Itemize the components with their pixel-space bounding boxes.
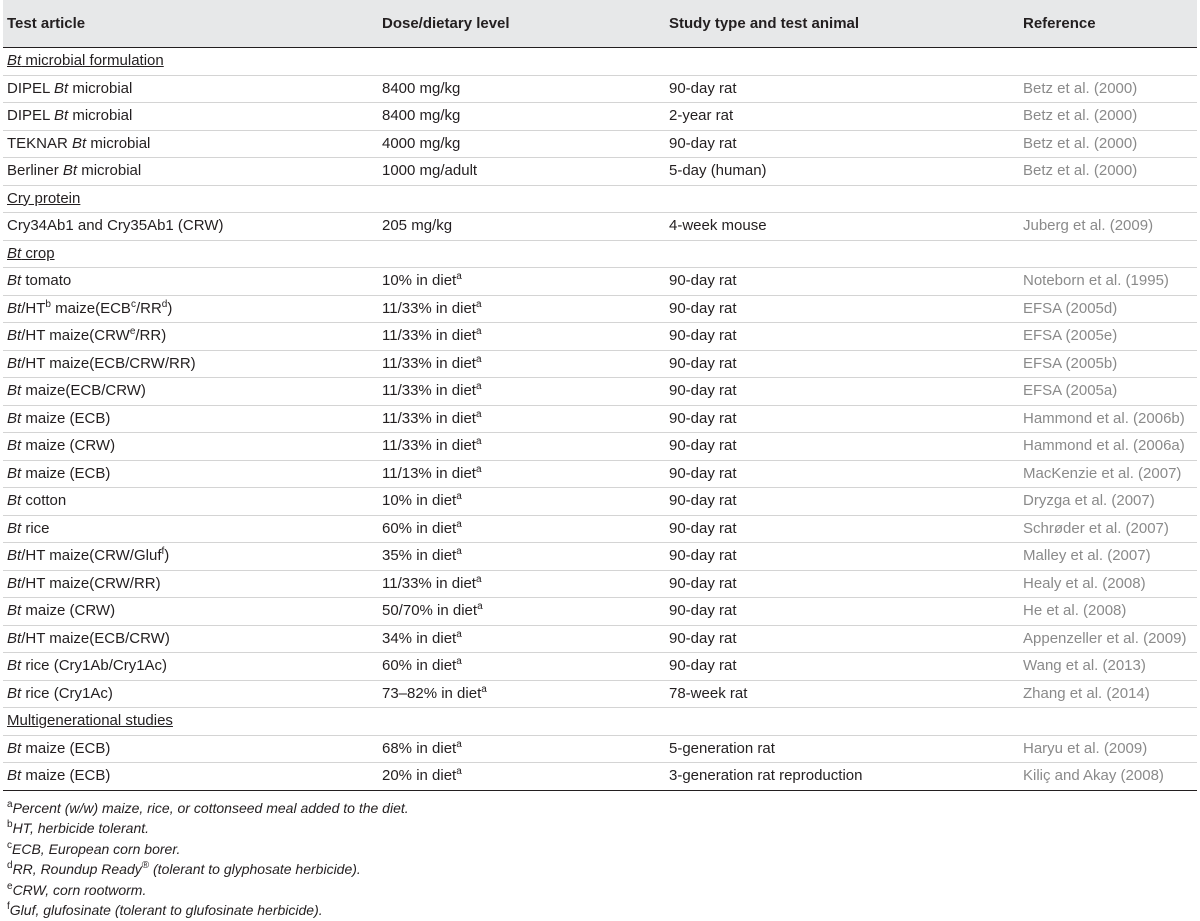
text-segment: tomato (21, 272, 72, 290)
cell-study-type: 90-day rat (665, 598, 1019, 626)
italic-text: Bt (7, 684, 22, 702)
table-row (3, 158, 1197, 186)
table-row (3, 515, 1197, 543)
text-segment: Percent (w/w) maize, rice, or cottonseed meal added to the diet. (12, 799, 409, 816)
text-segment: Cry34Ab1 and Cry35Ab1 (CRW) (7, 217, 224, 235)
cell-test-article (3, 103, 378, 131)
italic-text: Bt (7, 382, 22, 400)
text-segment: /RR) (135, 327, 167, 345)
cell-test-article (3, 543, 378, 571)
footnote-marker: e (7, 880, 13, 892)
cell-test-article (3, 598, 378, 626)
cell-test-article (3, 268, 378, 296)
text-segment: maize (CRW) (21, 437, 116, 455)
cell-test-article (3, 653, 378, 681)
footnote-marker: e (129, 326, 136, 338)
text-segment: RR, Roundup Ready (12, 861, 142, 877)
cell-test-article (3, 130, 378, 158)
section-row (3, 185, 1197, 213)
section-heading (3, 48, 1197, 76)
text-segment: 35% in diet (382, 547, 457, 565)
text-segment: 11/33% in diet (382, 382, 476, 400)
cell-study-type: 90-day rat (665, 625, 1019, 653)
footnote-marker: b (7, 819, 13, 830)
text-segment: maize (CRW) (21, 602, 116, 620)
footnote (7, 880, 1200, 901)
cell-study-type: 90-day rat (665, 350, 1019, 378)
text-segment: 11/33% in diet (382, 354, 476, 372)
text-segment: 20% in diet (382, 767, 457, 785)
table-row (3, 350, 1197, 378)
cell-study-type: 90-day rat (665, 433, 1019, 461)
text-segment: 73–82% in diet (382, 684, 482, 702)
table-row (3, 625, 1197, 653)
cell-test-article (3, 350, 378, 378)
cell-dose (378, 763, 665, 791)
cell-study-type: 90-day rat (665, 515, 1019, 543)
footnote (7, 859, 1200, 880)
cell-reference: EFSA (2005d) (1019, 295, 1197, 323)
italic-text: Bt (53, 79, 69, 97)
footnote-marker: a (456, 271, 462, 283)
header-study-type: Study type and test animal (665, 0, 1019, 48)
cell-study-type: 90-day rat (665, 323, 1019, 351)
italic-text: Bt (7, 464, 22, 482)
cell-dose (378, 515, 665, 543)
cell-study-type: 3-generation rat reproduction (665, 763, 1019, 791)
footnote-marker: f (161, 546, 165, 558)
section-heading (3, 185, 1197, 213)
cell-dose (378, 350, 665, 378)
text-segment: maize(ECB/CRW) (21, 382, 146, 400)
text-segment: /HT maize(ECB/CRW/RR) (21, 354, 196, 372)
cell-dose (378, 570, 665, 598)
cell-reference: Haryu et al. (2009) (1019, 735, 1197, 763)
cell-reference: Healy et al. (2008) (1019, 570, 1197, 598)
italic-text: Bt (7, 354, 22, 372)
data-table-container (3, 0, 1197, 791)
cell-test-article (3, 515, 378, 543)
italic-text: Bt (7, 602, 22, 620)
italic-text: Bt (7, 739, 22, 757)
text-segment: rice (Cry1Ac) (21, 684, 113, 702)
cell-reference: EFSA (2005a) (1019, 378, 1197, 406)
cell-study-type: 90-day rat (665, 130, 1019, 158)
table-row (3, 653, 1197, 681)
cell-test-article (3, 625, 378, 653)
footnote-marker: a (475, 381, 482, 393)
text-segment: /HT maize(CRW/RR) (21, 574, 161, 592)
cell-dose (378, 213, 665, 241)
cell-study-type: 90-day rat (665, 268, 1019, 296)
italic-text: Bt (7, 574, 22, 592)
footnote (7, 900, 1200, 921)
footnote-marker: c (7, 839, 12, 851)
table-row (3, 323, 1197, 351)
italic-text: Bt (7, 437, 22, 455)
cell-reference: Appenzeller et al. (2009) (1019, 625, 1197, 653)
footnote-marker: a (475, 408, 482, 420)
text-segment: microbial (68, 107, 133, 125)
text-segment: /HT maize(CRW (21, 327, 130, 345)
text-segment: 8400 mg/kg (382, 107, 461, 125)
italic-text: Bt (7, 327, 22, 345)
cell-dose (378, 268, 665, 296)
italic-text: Bt (7, 547, 22, 565)
cell-reference: Betz et al. (2000) (1019, 75, 1197, 103)
cell-dose (378, 680, 665, 708)
text-segment: rice (Cry1Ab/Cry1Ac) (21, 657, 168, 675)
cell-study-type: 5-generation rat (665, 735, 1019, 763)
cell-test-article (3, 295, 378, 323)
footnote-marker: a (481, 683, 487, 695)
cell-test-article (3, 570, 378, 598)
text-segment: /RR (135, 299, 162, 317)
cell-study-type: 2-year rat (665, 103, 1019, 131)
text-segment: 11/33% in diet (382, 299, 476, 317)
cell-dose (378, 323, 665, 351)
footnote-marker: a (456, 546, 462, 558)
italic-text: Bt (72, 134, 87, 152)
italic-text: Bt (7, 52, 22, 70)
header-row (3, 0, 1197, 48)
cell-reference: Malley et al. (2007) (1019, 543, 1197, 571)
text-segment: HT, herbicide tolerant. (12, 820, 150, 836)
cell-reference: He et al. (2008) (1019, 598, 1197, 626)
table-row (3, 130, 1197, 158)
table-row (3, 763, 1197, 791)
cell-dose (378, 460, 665, 488)
text-segment: crop (21, 244, 55, 262)
italic-text: Bt (7, 299, 22, 317)
table-row (3, 433, 1197, 461)
text-segment: TEKNAR (7, 134, 73, 152)
cell-reference: Schrøder et al. (2007) (1019, 515, 1197, 543)
text-segment: maize (ECB) (21, 767, 111, 785)
italic-text: Bt (7, 657, 22, 675)
text-segment: 68% in diet (382, 739, 457, 757)
header-dose: Dose/dietary level (378, 0, 665, 48)
cell-reference: EFSA (2005b) (1019, 350, 1197, 378)
cell-reference: MacKenzie et al. (2007) (1019, 460, 1197, 488)
text-segment: /HT (21, 299, 46, 317)
footnote-marker: a (456, 518, 462, 530)
data-table (3, 0, 1197, 791)
text-segment: 60% in diet (382, 519, 457, 537)
cell-reference: Zhang et al. (2014) (1019, 680, 1197, 708)
cell-study-type: 78-week rat (665, 680, 1019, 708)
text-segment: 60% in diet (382, 657, 457, 675)
text-segment: 50/70% in diet (382, 602, 478, 620)
cell-test-article (3, 488, 378, 516)
text-segment: 11/33% in diet (382, 327, 476, 345)
section-row (3, 708, 1197, 736)
italic-text: Bt (62, 162, 78, 180)
table-row (3, 268, 1197, 296)
footnote-marker: a (456, 656, 462, 668)
footnote-marker: d (7, 860, 13, 871)
italic-text: Bt (53, 107, 69, 125)
header-reference: Reference (1019, 0, 1197, 48)
cell-study-type: 90-day rat (665, 295, 1019, 323)
cell-reference: EFSA (2005e) (1019, 323, 1197, 351)
cell-reference: Dryzga et al. (2007) (1019, 488, 1197, 516)
footnote-marker: a (456, 628, 462, 640)
cell-test-article (3, 460, 378, 488)
cell-test-article (3, 735, 378, 763)
cell-test-article (3, 680, 378, 708)
cell-dose (378, 405, 665, 433)
text-segment: microbial formulation (21, 52, 164, 70)
cell-reference: Hammond et al. (2006a) (1019, 433, 1197, 461)
footnote-marker: a (475, 573, 482, 585)
italic-text: Bt (7, 519, 22, 537)
footnote-marker: a (475, 463, 482, 475)
cell-reference: Wang et al. (2013) (1019, 653, 1197, 681)
table-footnotes (0, 798, 1200, 921)
text-segment: 34% in diet (382, 629, 457, 647)
cell-study-type: 4-week mouse (665, 213, 1019, 241)
text-segment: 205 mg/kg (382, 217, 453, 235)
cell-test-article (3, 405, 378, 433)
text-segment: ) (167, 299, 173, 317)
cell-dose (378, 378, 665, 406)
italic-text: Bt (7, 492, 22, 510)
cell-reference: Kiliç and Akay (2008) (1019, 763, 1197, 791)
text-segment: Cry protein (7, 189, 81, 207)
text-segment: (tolerant to glyphosate herbicide). (149, 861, 361, 877)
footnote-marker: f (7, 901, 10, 912)
cell-study-type: 90-day rat (665, 570, 1019, 598)
footnote-marker: a (456, 491, 462, 503)
table-row (3, 103, 1197, 131)
header-test-article: Test article (3, 0, 378, 48)
section-row (3, 240, 1197, 268)
text-segment: 4000 mg/kg (382, 134, 461, 152)
cell-test-article (3, 213, 378, 241)
table-row (3, 213, 1197, 241)
footnote (7, 798, 1200, 819)
text-segment: 11/13% in diet (382, 464, 476, 482)
cell-dose (378, 598, 665, 626)
footnote-marker: a (7, 798, 13, 810)
text-segment: rice (21, 519, 50, 537)
table-row (3, 75, 1197, 103)
text-segment: Berliner (7, 162, 63, 180)
cell-dose (378, 735, 665, 763)
footnote-marker: a (456, 738, 462, 750)
cell-dose (378, 653, 665, 681)
cell-reference: Betz et al. (2000) (1019, 130, 1197, 158)
italic-text: Bt (7, 244, 22, 262)
footnote (7, 818, 1200, 839)
footnote-marker: a (475, 436, 482, 448)
footnote-marker: b (45, 298, 51, 310)
text-segment: microbial (68, 79, 133, 97)
cell-test-article (3, 763, 378, 791)
footnote-marker: d (161, 298, 168, 310)
table-row (3, 460, 1197, 488)
footnote-marker: a (475, 326, 482, 338)
text-segment: 10% in diet (382, 492, 457, 510)
table-header (3, 0, 1197, 48)
text-segment: Multigenerational studies (7, 712, 173, 730)
footnote-marker: ® (141, 860, 150, 871)
text-segment: 8400 mg/kg (382, 79, 461, 97)
cell-reference: Noteborn et al. (1995) (1019, 268, 1197, 296)
text-segment: DIPEL (7, 79, 54, 97)
footnote-marker: a (475, 353, 482, 365)
section-heading (3, 240, 1197, 268)
text-segment: ) (164, 547, 170, 565)
cell-dose (378, 130, 665, 158)
cell-study-type: 90-day rat (665, 75, 1019, 103)
cell-study-type: 90-day rat (665, 405, 1019, 433)
footnote-marker: a (475, 298, 482, 310)
text-segment: 1000 mg/adult (382, 162, 478, 180)
table-body (3, 48, 1197, 791)
footnote-marker: c (130, 298, 136, 310)
text-segment: ECB, European corn borer. (12, 840, 181, 857)
table-row (3, 598, 1197, 626)
text-segment: CRW, corn rootworm. (12, 881, 147, 898)
table-row (3, 735, 1197, 763)
text-segment: microbial (86, 134, 151, 152)
italic-text: Bt (7, 767, 22, 785)
cell-study-type: 90-day rat (665, 460, 1019, 488)
cell-reference: Hammond et al. (2006b) (1019, 405, 1197, 433)
cell-dose (378, 158, 665, 186)
text-segment: maize (ECB) (21, 409, 111, 427)
text-segment: Gluf, glufosinate (tolerant to glufosinate herbicide). (9, 902, 323, 918)
cell-test-article (3, 158, 378, 186)
cell-study-type: 90-day rat (665, 653, 1019, 681)
table-row (3, 295, 1197, 323)
footnote-marker: a (477, 601, 483, 613)
text-segment: cotton (21, 492, 67, 510)
cell-test-article (3, 75, 378, 103)
text-segment: /HT maize(CRW/Gluf (21, 547, 162, 565)
table-row (3, 488, 1197, 516)
cell-study-type: 5-day (human) (665, 158, 1019, 186)
text-segment: maize (ECB) (21, 464, 111, 482)
table-row (3, 378, 1197, 406)
table-row (3, 405, 1197, 433)
text-segment: 11/33% in diet (382, 409, 476, 427)
cell-test-article (3, 378, 378, 406)
cell-dose (378, 488, 665, 516)
italic-text: Bt (7, 629, 22, 647)
cell-reference: Betz et al. (2000) (1019, 158, 1197, 186)
text-segment: 11/33% in diet (382, 437, 476, 455)
cell-study-type: 90-day rat (665, 378, 1019, 406)
footnote-marker: a (456, 766, 462, 778)
italic-text: Bt (7, 409, 22, 427)
table-row (3, 570, 1197, 598)
table-row (3, 543, 1197, 571)
text-segment: 10% in diet (382, 272, 457, 290)
cell-test-article (3, 323, 378, 351)
cell-dose (378, 103, 665, 131)
cell-reference: Betz et al. (2000) (1019, 103, 1197, 131)
italic-text: Bt (7, 272, 22, 290)
cell-dose (378, 75, 665, 103)
text-segment: microbial (77, 162, 142, 180)
text-segment: 11/33% in diet (382, 574, 476, 592)
footnote (7, 839, 1200, 860)
text-segment: DIPEL (7, 107, 54, 125)
cell-reference: Juberg et al. (2009) (1019, 213, 1197, 241)
cell-dose (378, 543, 665, 571)
cell-dose (378, 433, 665, 461)
cell-study-type: 90-day rat (665, 488, 1019, 516)
section-row (3, 48, 1197, 76)
table-row (3, 680, 1197, 708)
text-segment: /HT maize(ECB/CRW) (21, 629, 170, 647)
cell-test-article (3, 433, 378, 461)
section-heading (3, 708, 1197, 736)
cell-dose (378, 295, 665, 323)
cell-dose (378, 625, 665, 653)
text-segment: maize (ECB) (21, 739, 111, 757)
cell-study-type: 90-day rat (665, 543, 1019, 571)
text-segment: maize(ECB (50, 299, 131, 317)
